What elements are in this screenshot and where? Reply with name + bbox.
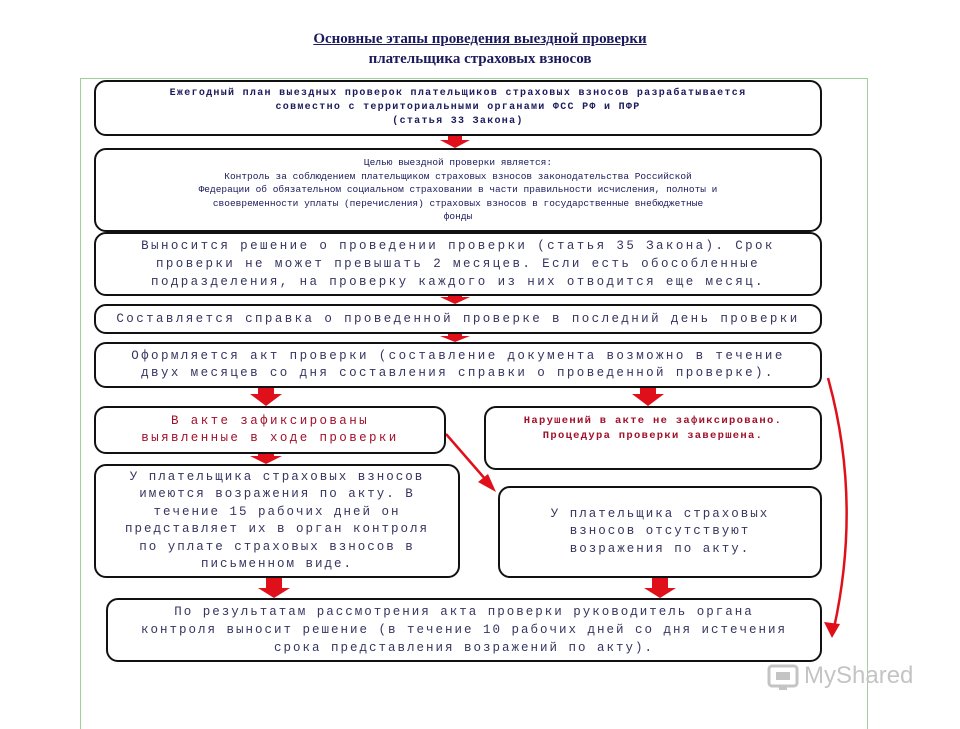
box-final-decision-line1: По результатам рассмотрения акта проверки руководитель органа: [174, 605, 754, 619]
box-no-objections-line2: взносов отсутствуют: [569, 524, 751, 539]
watermark-logo-icon: [766, 659, 800, 693]
box-annual-plan: [94, 80, 822, 136]
box-no-violations: [484, 406, 822, 470]
box-act: [94, 342, 822, 388]
box-audit-goal: [94, 148, 822, 232]
arrow-curved-right-head: [824, 622, 840, 638]
box-no-objections-line1: У плательщика страховых: [550, 506, 770, 521]
box-has-objections-line6: письменном виде.: [200, 557, 354, 571]
box-violations-found-line2: выявленные в ходе проверки: [141, 431, 399, 445]
box-has-objections: [94, 464, 460, 578]
box-certificate-line1: Составляется справка о проведенной проверке в последний день проверки: [116, 312, 800, 326]
box-has-objections-line3: течение 15 рабочих дней он: [153, 504, 401, 519]
box-audit-goal-line1: Целью выездной проверки является:: [363, 157, 553, 169]
box-audit-goal-line5: фонды: [443, 211, 473, 223]
arrow-b9-b10: [644, 578, 676, 598]
watermark-text: MyShared: [804, 662, 914, 689]
arrow-b5-b7: [632, 386, 664, 406]
box-has-objections-line5: по уплате страховых взносов в: [139, 539, 415, 554]
box-no-violations-line1: Нарушений в акте не зафиксировано.: [523, 415, 783, 427]
box-annual-plan-line1: Ежегодный план выездных проверок плательщиков страховых взносов разрабатывается: [169, 88, 747, 99]
watermark: [766, 656, 946, 696]
box-audit-decision-line1: Выносится решение о проведении проверки (статья 35 Закона). Срок: [141, 239, 775, 253]
diagram-title-line1: Основные этапы проведения выездной проверки: [313, 31, 647, 47]
box-audit-goal-line2: Контроль за соблюдением плательщиком страховых взносов законодательства Российской: [224, 170, 692, 182]
arrow-b5-b6: [250, 386, 282, 406]
diagram-title-line2: плательщика страховых взносов: [368, 51, 592, 67]
box-audit-goal-line4: своевременности уплаты (перечисления) страховых взносов в государственные внебюджетные: [212, 197, 704, 209]
box-audit-decision-line3: подразделения, на проверку каждого из них отводится еще месяц.: [151, 275, 765, 289]
box-has-objections-line4: представляет их в орган контроля: [124, 522, 430, 536]
arrow-b6-b9-head: [478, 474, 496, 492]
box-audit-decision: [94, 232, 822, 296]
box-final-decision-line2: контроля выносит решение (в течение 10 рабочих дней со дня истечения: [140, 623, 788, 637]
box-act-line1: Оформляется акт проверки (составление документа возможно в течение: [131, 349, 785, 363]
arrow-b8-b10: [258, 578, 290, 598]
box-no-violations-line2: Процедура проверки завершена.: [542, 430, 764, 442]
arrow-b1-b2: [440, 136, 470, 148]
box-annual-plan-line3: (статья 33 Закона): [392, 116, 524, 127]
box-audit-decision-line2: проверки не может превышать 2 месяцев. Если есть обособленные: [156, 257, 760, 271]
box-has-objections-line2: имеются возражения по акту. В: [139, 487, 415, 501]
box-no-objections-line3: возражения по акту.: [569, 541, 751, 556]
box-no-objections: [498, 486, 822, 578]
box-audit-goal-line3: Федерации об обязательном социальном страховании в части правильности исчисления, полноты и: [198, 184, 718, 196]
box-act-line2: двух месяцев со дня составления справки о проведенной проверке).: [141, 366, 775, 380]
box-violations-found: [94, 406, 446, 454]
arrow-curved-right: [828, 378, 847, 628]
box-annual-plan-line2: совместно с территориальными органами ФСС РФ и ПФР: [275, 102, 641, 113]
box-final-decision-line3: срока представления возражений по акту).: [273, 641, 655, 655]
box-certificate: [94, 304, 822, 334]
box-violations-found-line1: В акте зафиксированы: [170, 414, 370, 428]
box-has-objections-line1: У плательщика страховых взносов: [129, 469, 425, 484]
box-final-decision: [106, 598, 822, 662]
